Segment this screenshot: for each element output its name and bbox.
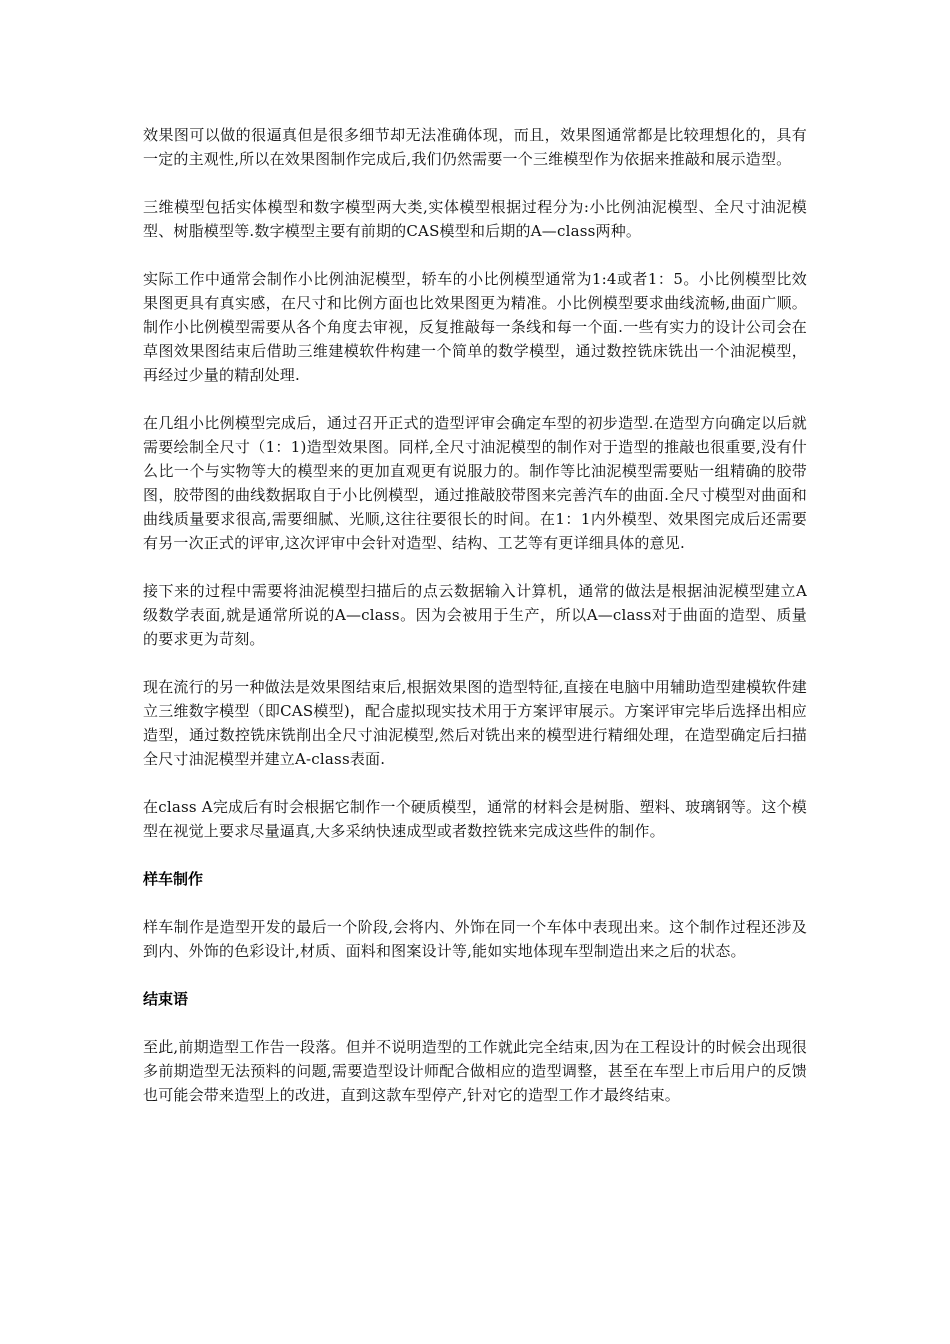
paragraph-prototype: 样车制作是造型开发的最后一个阶段,会将内、外饰在同一个车体中表现出来。这个制作过程还涉及到内、外饰的色彩设计,材质、面料和图案设计等,能如实地体现车型制造出来之后的状态。 [143,918,807,960]
paragraph-rendering-limits: 效果图可以做的很逼真但是很多细节却无法准确体现，而且，效果图通常都是比较理想化的，具有一定的主观性,所以在效果图制作完成后,我们仍然需要一个三维模型作为依据来推敲和展示造型。 [143,126,807,168]
paragraph-model-types: 三维模型包括实体模型和数字模型两大类,实体模型根据过程分为:小比例油泥模型、全尺寸油泥模型、树脂模型等.数字模型主要有前期的CAS模型和后期的A—class两种。 [143,198,807,240]
paragraph-small-scale-clay: 实际工作中通常会制作小比例油泥模型，轿车的小比例模型通常为1:4或者1：5。小比例模型比效果图更具有真实感，在尺寸和比例方面也比效果图更为精准。小比例模型要求曲线流畅,曲面广顺。制作小比例模型需要从各个角度去审视，反复推敲每一条线和每一个面.一些有实力的设计公司会在草图效果图结束后借助三维建模软件构建一个简单的数学模型，通过数控铣床铣出一个油泥模型，再经过少量的精刮处理. [143,270,807,384]
paragraph-full-size-clay: 在几组小比例模型完成后，通过召开正式的造型评审会确定车型的初步造型.在造型方向确定以后就需要绘制全尺寸（1：1)造型效果图。同样,全尺寸油泥模型的制作对于造型的推敲也很重要,没有什么比一个与实物等大的模型来的更加直观更有说服力的。制作等比油泥模型需要贴一组精确的胶带图，胶带图的曲线数据取自于小比例模型，通过推敲胶带图来完善汽车的曲面.全尺寸模型对曲面和曲线质量要求很高,需要细腻、光顺,这往往要很长的时间。在1：1内外模型、效果图完成后还需要有另一次正式的评审,这次评审中会针对造型、结构、工艺等有更详细具体的意见. [143,414,807,552]
document-body [143,123,807,1131]
paragraph-conclusion: 至此,前期造型工作告一段落。但并不说明造型的工作就此完全结束,因为在工程设计的时候会出现很多前期造型无法预料的问题,需要造型设计师配合做相应的造型调整，甚至在车型上市后用户的反馈也可能会带来造型上的改进，直到这款车型停产,针对它的造型工作才最终结束。 [143,1038,807,1104]
paragraph-a-class: 接下来的过程中需要将油泥模型扫描后的点云数据输入计算机，通常的做法是根据油泥模型建立A级数学表面,就是通常所说的A—class。因为会被用于生产，所以A—class对于曲面的造型、质量的要求更为苛刻。 [143,582,807,648]
paragraph-hard-model: 在class A完成后有时会根据它制作一个硬质模型，通常的材料会是树脂、塑料、玻璃钢等。这个模型在视觉上要求尽量逼真,大多采纳快速成型或者数控铣来完成这些件的制作。 [143,798,807,840]
paragraph-cas-workflow: 现在流行的另一种做法是效果图结束后,根据效果图的造型特征,直接在电脑中用辅助造型建模软件建立三维数字模型（即CAS模型)，配合虚拟现实技术用于方案评审展示。方案评审完毕后选择出相应造型，通过数控铣床铣削出全尺寸油泥模型,然后对铣出来的模型进行精细处理，在造型确定后扫描全尺寸油泥模型并建立A-class表面. [143,678,807,768]
heading-prototype: 样车制作 [143,870,204,888]
heading-conclusion: 结束语 [143,990,189,1008]
